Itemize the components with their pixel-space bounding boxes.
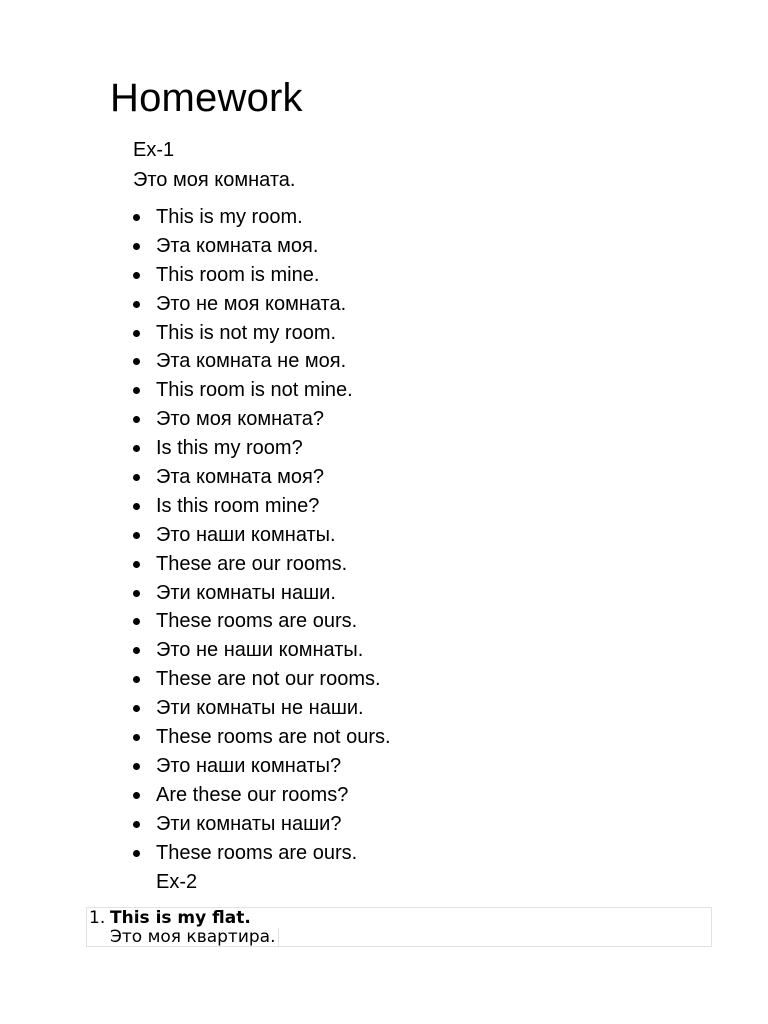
bullet-icon [133,821,140,828]
list-item [133,347,391,376]
bullet-icon [133,503,140,510]
exercise-1-intro: Это моя комната. [133,169,296,191]
list-item-text: Эта комната не моя. [156,350,347,373]
list-item-text: This is my room. [156,206,303,228]
bullet-icon [133,532,140,539]
list-item-text: Эти комнаты наши? [156,812,342,835]
list-item-text: These rooms are not ours. [156,726,391,749]
list-item-text: Это наши комнаты? [156,754,342,777]
list-item [133,550,391,579]
list-item [133,521,391,550]
bullet-icon [133,676,140,683]
list-item [133,232,391,261]
list-item [133,290,391,319]
list-item [133,636,391,665]
list-item-text: Эта комната моя? [156,466,325,489]
exercise-2-item [86,907,712,947]
bullet-icon [133,561,140,568]
exercise-2-label: Ex-2 [156,871,198,893]
list-item [133,752,391,781]
bullet-icon [133,301,140,308]
list-item [133,607,391,636]
list-item [133,434,391,463]
bullet-icon [133,358,140,365]
list-item [133,781,391,810]
list-item-text: Это не моя комната. [156,292,347,315]
list-item [133,723,391,752]
list-item-text: Это моя комната? [156,408,325,431]
sentence-list [133,203,391,867]
item-number: 1. [89,908,106,928]
bullet-icon [133,850,140,857]
list-item-text: Is this room mine? [156,494,320,517]
list-item [133,839,391,868]
list-item-text: Are these our rooms? [156,783,349,806]
bullet-icon [133,590,140,597]
bullet-icon [133,445,140,452]
list-item-text: Эти комнаты наши. [156,581,336,604]
list-item-text: Эти комнаты не наши. [156,697,364,720]
bullet-icon [133,618,140,625]
bullet-icon [133,647,140,654]
list-item [133,579,391,608]
list-item-text: This is not my room. [156,321,337,344]
bullet-icon [133,214,140,221]
list-item [133,492,391,521]
list-item-text: Это не наши комнаты. [156,639,364,662]
bullet-icon [133,272,140,279]
bullet-icon [133,243,140,250]
list-item [133,463,391,492]
list-item [133,261,391,290]
list-item [133,665,391,694]
list-item-text: These are not our rooms. [156,668,381,691]
bullet-icon [133,792,140,799]
list-item [133,810,391,839]
list-item [133,405,391,434]
list-item [133,376,391,405]
list-item-text: Эта комната моя. [156,234,319,257]
list-item [133,694,391,723]
list-item [133,319,391,348]
english-sentence: This is my flat. [110,908,251,928]
list-item-text: These are our rooms. [156,552,348,575]
bullet-icon [133,387,140,394]
bullet-icon [133,330,140,337]
page-title: Homework [110,76,303,120]
bullet-icon [133,763,140,770]
bullet-icon [133,416,140,423]
list-item-text: Это наши комнаты. [156,523,336,546]
list-item-text: These rooms are ours. [156,610,358,633]
list-item-text: These rooms are ours. [156,841,358,864]
list-item [133,203,391,232]
list-item-text: Is this my room? [156,437,303,460]
bullet-icon [133,705,140,712]
exercise-1-label: Ex-1 [133,139,175,161]
bullet-icon [133,474,140,481]
bullet-icon [133,734,140,741]
list-item-text: This room is not mine. [156,379,353,402]
russian-translation: Это моя квартира. [110,928,279,947]
list-item-text: This room is mine. [156,263,320,286]
